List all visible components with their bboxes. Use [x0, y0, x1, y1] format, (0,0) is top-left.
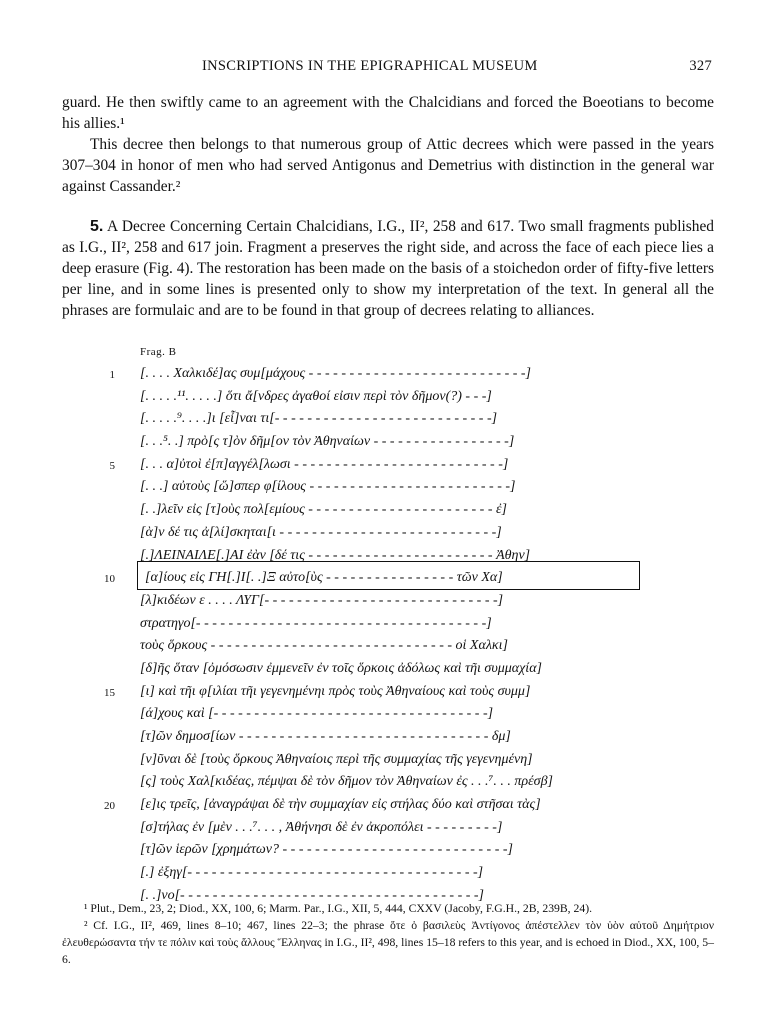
inscription-line	[0, 548, 775, 571]
page-number: 327	[689, 58, 712, 74]
line-text: [ε]ις τρεῖς, [ἀναγράψαι δὲ τὴν συμμαχίαν εἰς στήλας δύο καὶ στῆσαι τὰς]	[140, 797, 541, 813]
inscription-line	[0, 616, 775, 639]
line-text: [τ]ῶν ἱερῶν [χρημάτων? - - - - - - - - - - - - - - - - - - - - - - - - - - - -]	[140, 842, 513, 858]
inscription-lines	[0, 366, 775, 911]
line-text: στρατηγο[- - - - - - - - - - - - - - - - - - - - - - - - - - - - - - - - - - - -]	[140, 615, 492, 631]
inscription-line	[0, 729, 775, 752]
line-text: [. .]νο[- - - - - - - - - - - - - - - - - - - - - - - - - - - - - - - - - - - - -]	[140, 887, 485, 903]
line-text: [α]ίους εἰς ΓΗ[.]Ι[. .]Ξ αὐτο[ὺς - - - - - - - - - - - - - - - - τῶν Χα]	[145, 570, 503, 586]
inscription-line	[0, 525, 775, 548]
inscription-line	[0, 479, 775, 502]
inscription-line	[0, 593, 775, 616]
line-text: [. . .⁵. .] πρὸ[ς τ]ὸν δῆμ[ον τὸν Ἀθηναίων - - - - - - - - - - - - - - - - -]	[140, 434, 515, 450]
line-text: [λ]κιδέων ε . . . . ΛΥΓ[- - - - - - - - - - - - - - - - - - - - - - - - - - - - -]	[140, 592, 504, 608]
running-title: INSCRIPTIONS IN THE EPIGRAPHICAL MUSEUM	[202, 58, 538, 74]
inscription-line	[0, 820, 775, 843]
inscription-line	[0, 797, 775, 820]
line-text: [ὰ]ν δέ τις ἀ[λί]σκηται[ι - - - - - - - - - - - - - - - - - - - - - - - - - - -]	[140, 524, 502, 540]
line-number: 1	[109, 369, 115, 381]
section-paragraph	[62, 216, 714, 321]
inscription-line	[0, 434, 775, 457]
footnote-1: ¹ Plut., Dem., 23, 2; Diod., XX, 100, 6; Marm. Par., I.G., XII, 5, 444, CXXV (Jacoby, F.G.H., 2B, 239B, 24).	[84, 902, 593, 915]
line-text: τοὺς ὅρκους - - - - - - - - - - - - - - - - - - - - - - - - - - - - - - οἱ Χαλκι]	[140, 638, 508, 654]
line-number: 20	[104, 800, 115, 813]
inscription-line	[0, 411, 775, 434]
line-text: [.] ἐξηγ[- - - - - - - - - - - - - - - - - - - - - - - - - - - - - - - - - - - -]	[140, 865, 484, 881]
section-number: 5.	[90, 218, 104, 235]
line-number: 5	[109, 459, 115, 472]
footnotes	[62, 900, 714, 968]
line-text: [. .]λεῖν εἰς [τ]οὺς πολ[εμίους - - - - - - - - - - - - - - - - - - - - - - - ἐ]	[140, 502, 507, 518]
line-text: [τ]ῶν δημοσ[ίων - - - - - - - - - - - - - - - - - - - - - - - - - - - - - - - δμ]	[140, 729, 511, 744]
line-text: [. . . . .¹¹. . . . .] ὅτι ἄ[νδρες ἀγαθοί εἰσιν περὶ τὸν δῆμον(?) - - -]	[140, 388, 492, 404]
body-paragraph-2	[62, 134, 714, 197]
body-paragraph-1	[62, 92, 714, 134]
inscription-line	[0, 502, 775, 525]
line-text: [. . .] αὐτοὺς [ὥ]σπερ φ[ίλους - - - - - - - - - - - - - - - - - - - - - - - - -]	[140, 479, 516, 495]
inscription-line	[0, 774, 775, 797]
footnote-2: ² Cf. I.G., II², 469, lines 8–10; 467, lines 22–3; the phrase ὅτε ὁ βασιλεὺς Ἀντίγονος ἀπέστελλεν τὸν ὑὸν αὐτοῦ Δημήτριον ἐλευθερώσαντα τήν τε πόλιν καὶ τοὺς ἄλλους Ἕλληνας in I.G., II², 498, lines 15–18 refers to this year, and is echoed in Diod., XX, 100, 5–6.	[62, 919, 714, 966]
fragment-label: Frag. B	[140, 346, 177, 358]
line-text: [.]ΛΕΙΝΑΙΛΕ[.]ΑΙ ἐὰν [δέ τις - - - - - - - - - - - - - - - - - - - - - - - Ἀθην]	[140, 547, 531, 563]
inscription-line	[0, 638, 775, 661]
inscription-line	[0, 389, 775, 412]
inscription-line	[0, 457, 775, 480]
inscription-line	[0, 865, 775, 888]
line-number: 10	[104, 573, 115, 586]
line-number: 15	[104, 686, 115, 699]
line-text: [ι] καὶ τῆι φ[ιλίαι τῆι γεγενημένηι πρὸς τοὺς Ἀθηναίους καὶ τοὺς συμμ]	[140, 683, 531, 699]
paragraph-text: A Decree Concerning Certain Chalcidians, I.G., II², 258 and 617. Two small fragments published as I.G., II², 258 and 617 join. Fragment a preserves the right side, and across the face of each piece lies a deep erasure (Fig. 4). The restoration has been made on the basis of a stoichedon order of fifty-five letters per line, and in some lines is presented only to show my interpretation of the text. In general all the phrases are formulaic and are to be found in that group of decrees relating to alliances.	[62, 218, 714, 319]
inscription-line	[0, 570, 775, 593]
line-text: [ς] τοὺς Χαλ[κιδέας, πέμψαι δὲ τὸν δῆμον τὸν Ἀθηναίων ἐς . . .⁷. . . πρέσβ]	[140, 774, 553, 790]
inscription-line	[0, 684, 775, 707]
line-text: [δ]ῆς ὅταν [ὀμόσωσιν ἐμμενεῖν ἐν τοῖς ὅρκοις ἀδόλως καὶ τῆι συμμαχία]	[140, 660, 542, 676]
inscription-line	[0, 706, 775, 729]
line-text: [ά]χους καὶ [- - - - - - - - - - - - - - - - - - - - - - - - - - - - - - - - - -]	[140, 706, 494, 722]
inscription-line	[0, 842, 775, 865]
inscription-line	[0, 752, 775, 775]
paragraph-text: guard. He then swiftly came to an agreement with the Chalcidians and forced the Boeotians to become his allies.¹	[62, 94, 714, 132]
line-text: [. . . . Χαλκιδέ]ας συμ[μάχους - - - - - - - - - - - - - - - - - - - - - - - - - - -]	[140, 366, 532, 381]
paragraph-text: This decree then belongs to that numerous group of Attic decrees which were passed in the years 307–304 in honor of men who had served Antigonus and Demetrius with distinction in the general war against Cassander.²	[62, 136, 714, 195]
line-text: [. . . . .⁹. . . .]ι [εἶ]ναι τι[- - - - - - - - - - - - - - - - - - - - - - - - - - -]	[140, 411, 498, 427]
inscription-line	[0, 661, 775, 684]
inscription-line	[0, 366, 775, 389]
body-paragraph-3	[62, 216, 714, 321]
line-text: [σ]τήλας ἐν [μὲν . . .⁷. . . , Ἀθήνησι δὲ ἐν ἀκροπόλει - - - - - - - - -]	[140, 819, 503, 835]
line-text: [ν]ῦναι δὲ [τοὺς ὅρκους Ἀθηναίοις περὶ τῆς συμμαχίας τῆς γεγενημένη]	[140, 751, 533, 767]
line-text: [. . . α]ὐτοὶ ἐ[π]αγγέλ[λωσι - - - - - - - - - - - - - - - - - - - - - - - - - -]	[140, 456, 509, 472]
